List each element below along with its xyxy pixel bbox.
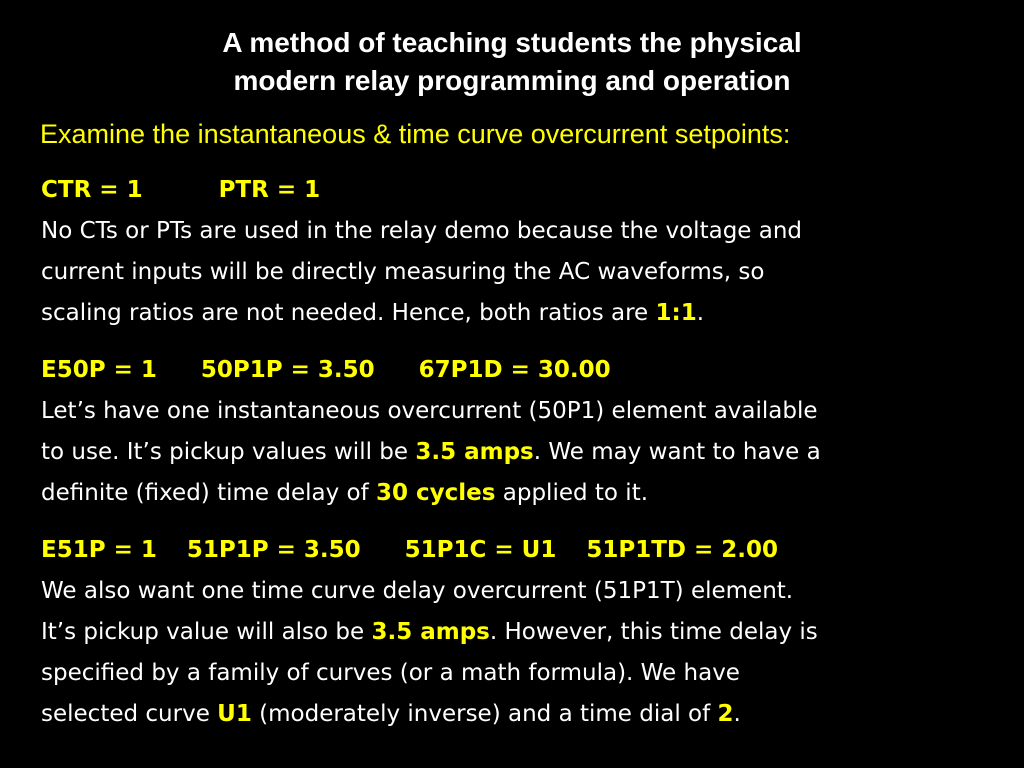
curve-text-end: . [733,701,741,727]
ratio-description-line-3 [41,293,1001,334]
curve-pickup-amps-highlight: 3.5 amps [371,619,490,645]
ratio-text-end: . [696,300,705,326]
slide-title-line-1: A method of teaching students the physical [222,27,802,58]
51p1p-setting: 51P1P = 3.50 [186,537,361,563]
curve-pickup-text: It’s pickup value will also be [41,619,372,645]
instantaneous-description-line-2 [41,432,1001,473]
time-curve-description-line-4 [41,694,1001,735]
time-curve-description-line-1: We also want one time curve delay overcurrent (51P1T) element. [41,578,794,604]
ratio-value-highlight: 1:1 [655,300,697,326]
pickup-amps-highlight: 3.5 amps [415,439,534,465]
instantaneous-settings-section [41,350,1001,514]
slide-title [0,24,1024,100]
time-curve-settings-section [41,530,1001,735]
slide-subtitle: Examine the instantaneous & time curve overcurrent setpoints: [40,119,791,149]
ratio-text: scaling ratios are not needed. Hence, both ratios are [41,300,656,326]
ratio-settings-line [41,170,1001,211]
51p1c-setting: 51P1C = U1 [404,537,557,563]
pickup-text: to use. It’s pickup values will be [41,439,416,465]
curve-pickup-text-end: . However, this time delay is [489,619,818,645]
delay-text-end: applied to it. [495,480,649,506]
pickup-text-end: . We may want to have a [533,439,821,465]
51p1td-setting: 51P1TD = 2.00 [586,537,779,563]
instantaneous-settings-line [41,350,1001,391]
instantaneous-description-line-1: Let’s have one instantaneous overcurrent (50P1) element available [41,398,818,424]
time-curve-settings-line [41,530,1001,571]
time-curve-description-line-3: specified by a family of curves (or a math formula). We have [41,660,740,686]
curve-text: selected curve [41,701,218,727]
curve-text-mid: (moderately inverse) and a time dial of [251,701,718,727]
time-curve-description-line-2 [41,612,1001,653]
ratio-description-line-2: current inputs will be directly measuring the AC waveforms, so [41,259,765,285]
67p1d-setting: 67P1D = 30.00 [418,357,611,383]
e51p-setting: E51P = 1 [41,537,157,563]
delay-text: definite (fixed) time delay of [41,480,376,506]
instantaneous-description-line-3 [41,473,1001,514]
ratio-settings-section [41,170,1001,334]
slide-title-line-2: modern relay programming and operation [233,65,791,96]
e50p-setting: E50P = 1 [41,357,157,383]
ctr-setting: CTR = 1 [41,177,143,203]
50p1p-setting: 50P1P = 3.50 [200,357,375,383]
time-dial-highlight: 2 [717,701,734,727]
ratio-description-line-1: No CTs or PTs are used in the relay demo because the voltage and [41,218,803,244]
ptr-setting: PTR = 1 [218,177,321,203]
delay-cycles-highlight: 30 cycles [376,480,496,506]
curve-u1-highlight: U1 [217,701,252,727]
